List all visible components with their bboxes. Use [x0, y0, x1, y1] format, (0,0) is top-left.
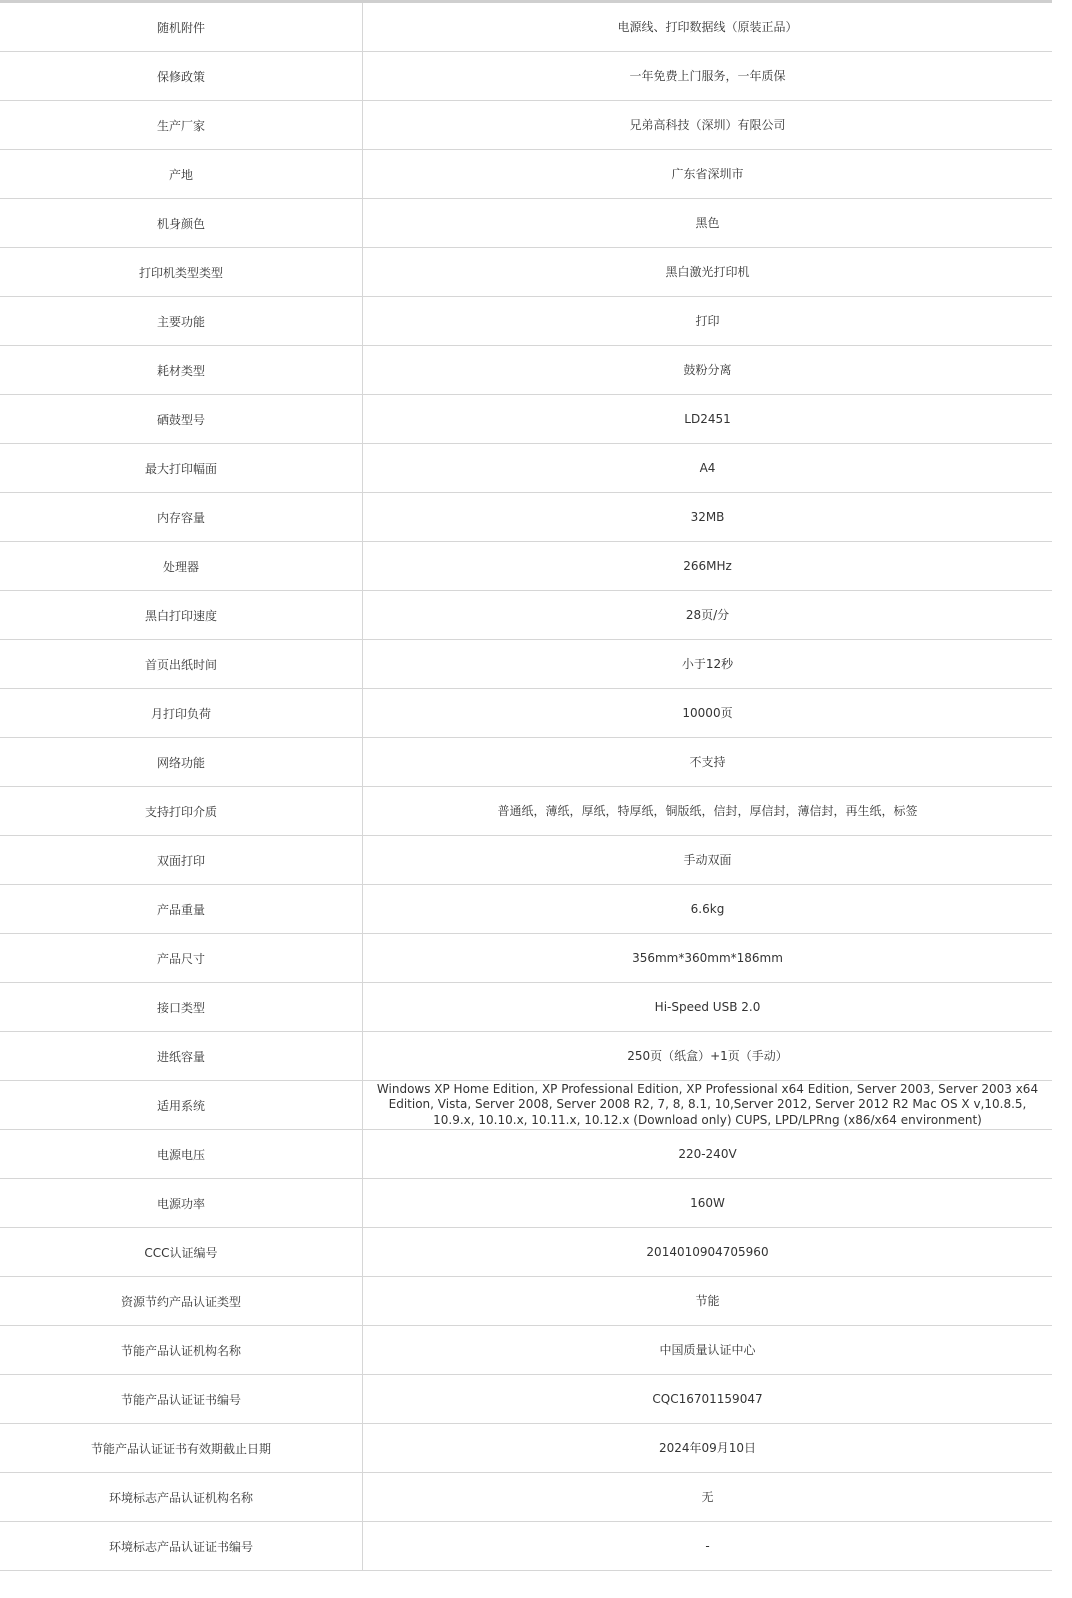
- spec-row-duty-cycle: [0, 689, 1052, 738]
- spec-value: 2024年09月10日: [658, 1441, 757, 1455]
- spec-value: 250页（纸盒）+1页（手动）: [627, 1049, 788, 1063]
- spec-row-network: [0, 738, 1052, 787]
- spec-value: 不支持: [689, 755, 726, 769]
- spec-value: LD2451: [684, 412, 731, 426]
- spec-label: 接口类型: [0, 983, 363, 1031]
- spec-label: 适用系统: [0, 1081, 363, 1129]
- spec-label: 黑白打印速度: [0, 591, 363, 639]
- spec-row-warranty: [0, 52, 1052, 101]
- spec-row-processor: [0, 542, 1052, 591]
- spec-row-energy-cert-number: [0, 1375, 1052, 1424]
- spec-row-energy-cert-expiry: [0, 1424, 1052, 1473]
- spec-row-consumable-type: [0, 346, 1052, 395]
- spec-row-compatible-os: [0, 1081, 1052, 1130]
- spec-row-voltage: [0, 1130, 1052, 1179]
- spec-label: 处理器: [0, 542, 363, 590]
- spec-row-eco-cert-number: [0, 1522, 1052, 1571]
- spec-row-interface: [0, 983, 1052, 1032]
- spec-value: 266MHz: [683, 559, 732, 573]
- spec-label: 产品尺寸: [0, 934, 363, 982]
- spec-row-printer-type: [0, 248, 1052, 297]
- spec-value: 普通纸，薄纸，厚纸，特厚纸，铜版纸，信封，厚信封，薄信封，再生纸，标签: [497, 804, 918, 818]
- spec-value: 电源线、打印数据线（原装正品）: [617, 20, 798, 34]
- spec-row-eco-cert-body: [0, 1473, 1052, 1522]
- spec-value: 220-240V: [678, 1147, 737, 1161]
- spec-row-main-function: [0, 297, 1052, 346]
- spec-row-resource-cert-type: [0, 1277, 1052, 1326]
- spec-row-drum-model: [0, 395, 1052, 444]
- spec-value: -: [705, 1539, 710, 1553]
- spec-label: 进纸容量: [0, 1032, 363, 1080]
- spec-label: 硒鼓型号: [0, 395, 363, 443]
- spec-label: 耗材类型: [0, 346, 363, 394]
- spec-value: 黑色: [695, 216, 720, 230]
- spec-label: 资源节约产品认证类型: [0, 1277, 363, 1325]
- spec-value: 广东省深圳市: [671, 167, 744, 181]
- spec-row-first-page-out: [0, 640, 1052, 689]
- spec-row-weight: [0, 885, 1052, 934]
- spec-value: 6.6kg: [690, 902, 725, 916]
- spec-label: 内存容量: [0, 493, 363, 541]
- spec-label: 节能产品认证证书有效期截止日期: [0, 1424, 363, 1472]
- spec-row-origin: [0, 150, 1052, 199]
- spec-value: 小于12秒: [681, 657, 734, 671]
- spec-row-ccc: [0, 1228, 1052, 1277]
- spec-label: 环境标志产品认证机构名称: [0, 1473, 363, 1521]
- spec-value: 黑白激光打印机: [665, 265, 750, 279]
- spec-row-duplex: [0, 836, 1052, 885]
- spec-label: 电源电压: [0, 1130, 363, 1178]
- spec-row-dimensions: [0, 934, 1052, 983]
- spec-label: 节能产品认证证书编号: [0, 1375, 363, 1423]
- spec-row-print-speed: [0, 591, 1052, 640]
- spec-value: 10000页: [682, 706, 733, 720]
- spec-label: 保修政策: [0, 52, 363, 100]
- spec-row-memory: [0, 493, 1052, 542]
- spec-label: 环境标志产品认证证书编号: [0, 1522, 363, 1570]
- spec-label: 生产厂家: [0, 101, 363, 149]
- spec-value: Hi-Speed USB 2.0: [654, 1000, 761, 1014]
- spec-label: 节能产品认证机构名称: [0, 1326, 363, 1374]
- spec-row-manufacturer: [0, 101, 1052, 150]
- spec-value: Windows XP Home Edition, XP Professional Edition, XP Professional x64 Edition, Server 2003, Server 2003 x64 Edition, Vista, Server 2008, Server 2008 R2, 7, 8, 8.1, 10,Server 2012, Server 2012 R2 Mac OS X v,10.8.5, 10.9.x, 10.10.x, 10.11.x, 10.12.x (Download only) CUPS, LPD/LPRng (x86/x64 environment): [376, 1081, 1039, 1127]
- spec-label: 双面打印: [0, 836, 363, 884]
- spec-value: 鼓粉分离: [683, 363, 732, 377]
- spec-value: 手动双面: [683, 853, 732, 867]
- spec-value: 节能: [695, 1294, 720, 1308]
- spec-label: 机身颜色: [0, 199, 363, 247]
- spec-label: 网络功能: [0, 738, 363, 786]
- spec-row-color: [0, 199, 1052, 248]
- spec-label: CCC认证编号: [0, 1228, 363, 1276]
- spec-label: 产品重量: [0, 885, 363, 933]
- spec-row-media: [0, 787, 1052, 836]
- spec-label: 主要功能: [0, 297, 363, 345]
- spec-value: CQC16701159047: [652, 1392, 763, 1406]
- spec-value: 356mm*360mm*186mm: [632, 951, 783, 965]
- spec-row-energy-cert-body: [0, 1326, 1052, 1375]
- spec-row-max-paper-size: [0, 444, 1052, 493]
- spec-value: A4: [699, 461, 716, 475]
- spec-row-power: [0, 1179, 1052, 1228]
- spec-label: 首页出纸时间: [0, 640, 363, 688]
- spec-label: 月打印负荷: [0, 689, 363, 737]
- spec-label: 电源功率: [0, 1179, 363, 1227]
- spec-label: 随机附件: [0, 3, 363, 51]
- spec-label: 产地: [0, 150, 363, 198]
- spec-value: 无: [701, 1490, 714, 1504]
- spec-row-paper-capacity: [0, 1032, 1052, 1081]
- spec-value: 32MB: [690, 510, 725, 524]
- spec-value: 160W: [690, 1196, 725, 1210]
- spec-value: 一年免费上门服务，一年质保: [629, 69, 786, 83]
- spec-row-accessories: [0, 3, 1052, 52]
- spec-value: 中国质量认证中心: [659, 1343, 756, 1357]
- spec-label: 支持打印介质: [0, 787, 363, 835]
- spec-value: 2014010904705960: [646, 1245, 769, 1259]
- spec-value: 兄弟高科技（深圳）有限公司: [629, 118, 786, 132]
- spec-value: 28页/分: [685, 608, 730, 622]
- spec-value: 打印: [695, 314, 720, 328]
- spec-label: 最大打印幅面: [0, 444, 363, 492]
- spec-label: 打印机类型类型: [0, 248, 363, 296]
